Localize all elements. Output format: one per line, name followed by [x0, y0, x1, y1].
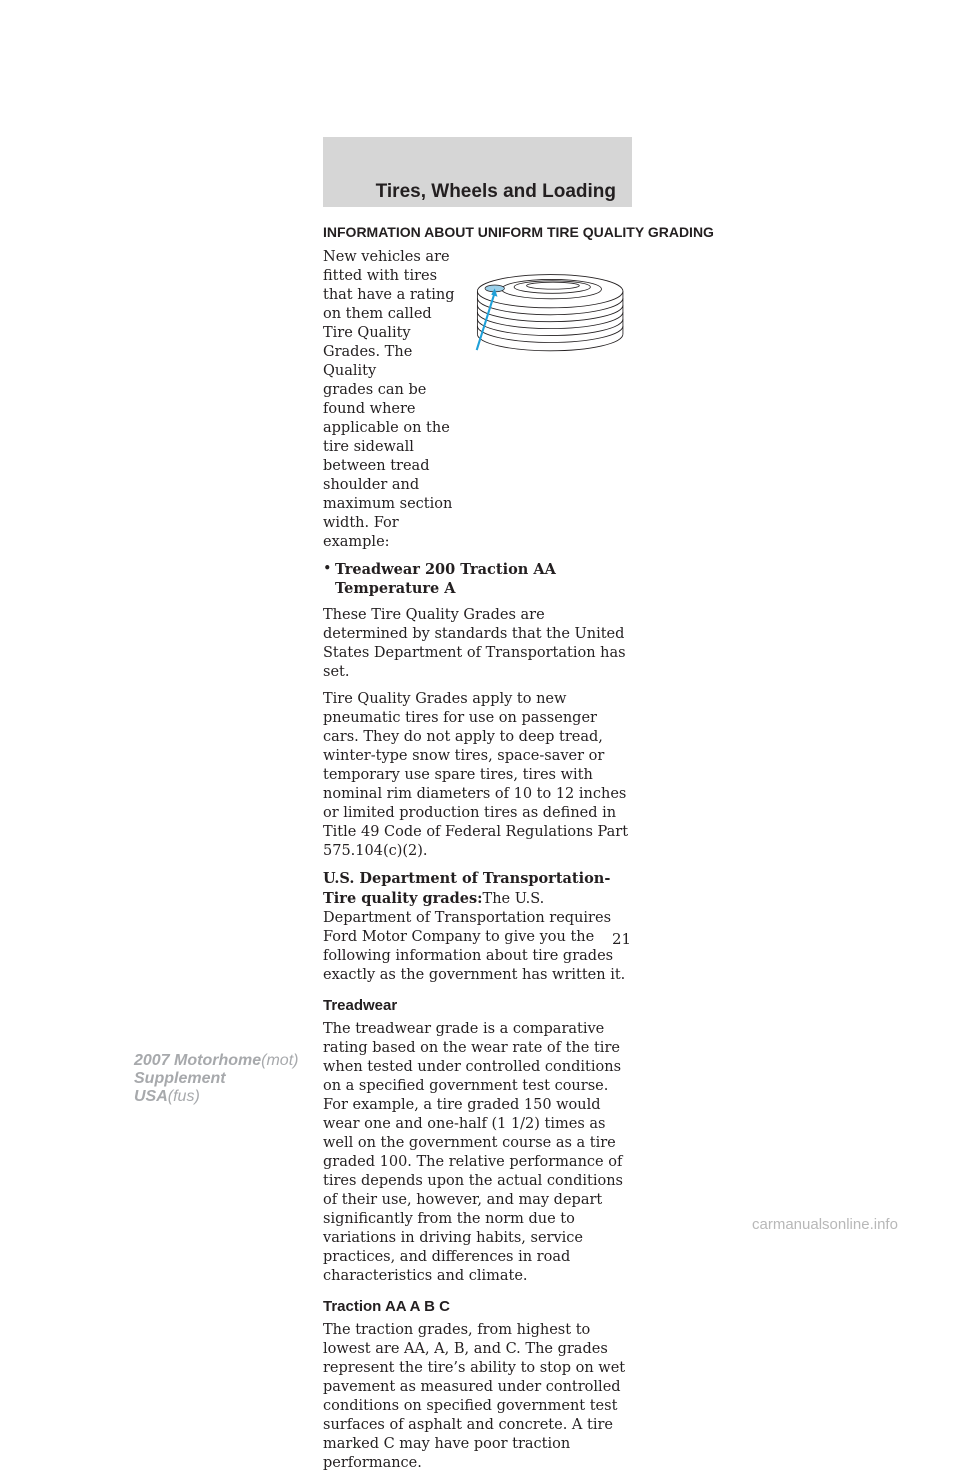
traction-text: The traction grades, from highest to lowest are AA, A, B, and C. The grades represent the tire’s ability to stop on wet pavement as measured under controlled conditions on specified government test surfaces of asphalt and concrete. A tire marked C may have poor traction performance.	[323, 1322, 626, 1471]
footer-line-1: 2007 Motorhome(mot)	[134, 1052, 299, 1069]
page-number: 21	[612, 930, 632, 948]
document-footer	[134, 1052, 298, 1106]
intro-text	[323, 248, 455, 552]
intro-line: grades can be found where	[323, 382, 427, 417]
footer-line-2: Supplement	[134, 1070, 226, 1087]
traction-heading: Traction AA A B C	[323, 1298, 450, 1315]
dot-grades-body: The U.S. Department of Transportation requires Ford Motor Company to give you the following information about tire grades exactly as the government has written it.	[323, 891, 626, 983]
treadwear-text: The treadwear grade is a comparative rating based on the wear rate of the tire when tested under controlled conditions on a specified government test course. For example, a tire graded 150 would wear one and one-half (1 1/2) times as well on the government course as a tire graded 100. The relative performance of tires depends upon the actual conditions of their use, however, and may depart significantly from the norm due to variations in driving habits, service practices, and differences in road characteristics and climate.	[323, 1021, 623, 1284]
intro-line: that have a rating on them called	[323, 287, 455, 322]
treadwear-heading: Treadwear	[323, 997, 398, 1014]
intro-line: applicable on the tire sidewall	[323, 420, 450, 455]
section-heading: INFORMATION ABOUT UNIFORM TIRE QUALITY GRADING	[323, 224, 714, 240]
paragraph-applicability: Tire Quality Grades apply to new pneumatic tires for use on passenger cars. They do not apply to deep tread, winter-type snow tires, space-saver or temporary use spare tires, tires with nominal rim diameters of 10 to 12 inches or limited production tires as defined in Title 49 Code of Federal Regulations Part 575.104(c)(2).	[323, 691, 629, 859]
dot-grades-lead: U.S. Department of Transportation-Tire quality grades:	[323, 870, 611, 907]
intro-line: New vehicles are fitted with tires	[323, 249, 450, 284]
intro-line: Tire Quality Grades. The Quality	[323, 325, 413, 379]
intro-line: between tread shoulder and	[323, 458, 430, 493]
intro-line: maximum section width. For	[323, 496, 453, 531]
paragraph-standards: These Tire Quality Grades are determined by standards that the United States Department of Transportation has set.	[323, 607, 626, 680]
grade-example-text: Treadwear 200 Traction AA Temperature A	[335, 561, 556, 597]
footer-line-3: USA(fus)	[134, 1088, 200, 1105]
page-content	[323, 224, 714, 1481]
bullet-icon: •	[323, 561, 332, 577]
header-band	[323, 137, 632, 207]
paragraph-dot-grades	[323, 869, 633, 985]
grade-example	[323, 560, 633, 598]
intro-line: example:	[323, 534, 390, 550]
watermark: carmanualsonline.info	[752, 1216, 898, 1233]
tire-sidewall-illustration	[467, 252, 633, 372]
section-title: Tires, Wheels and Loading	[375, 181, 616, 202]
intro-block	[323, 248, 633, 552]
pointer-arrow	[476, 293, 494, 351]
